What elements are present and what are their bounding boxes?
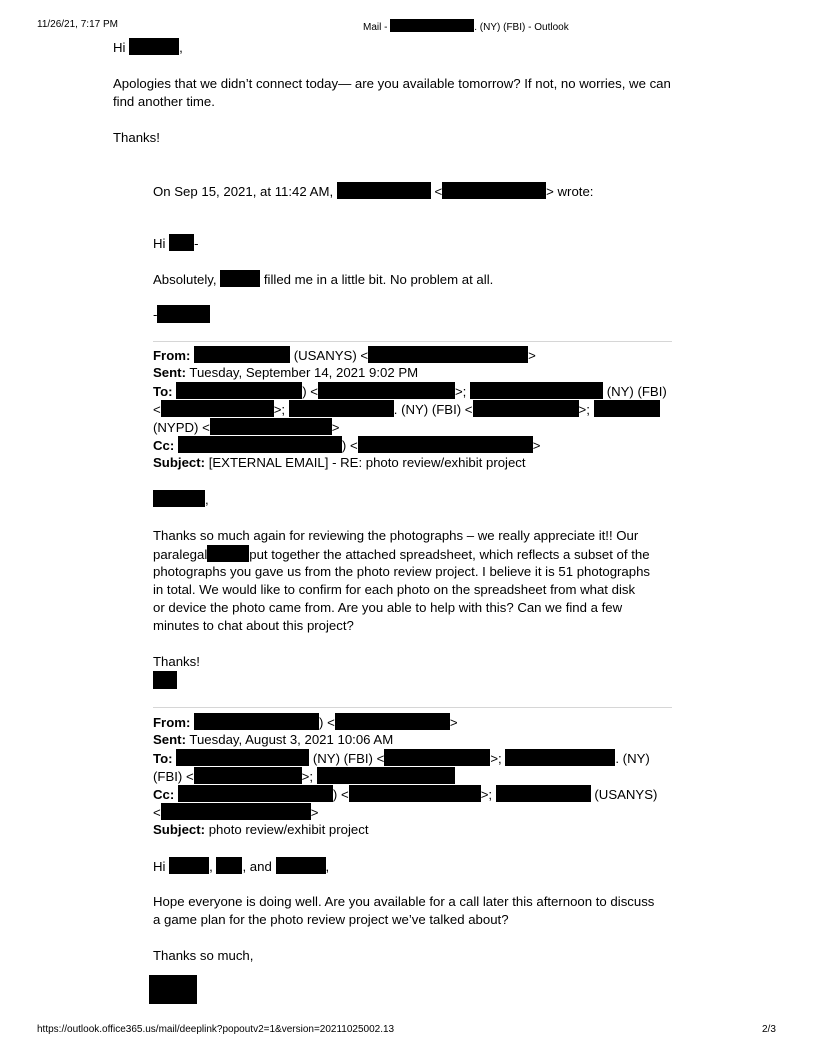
redaction (216, 857, 242, 874)
print-datetime: 11/26/21, 7:17 PM (37, 19, 118, 30)
cc-part: > (310, 805, 319, 820)
redaction (178, 436, 342, 453)
print-url: https://outlook.office365.us/mail/deeplink?popoutv2=1&version=20211025002.13 (37, 1024, 395, 1035)
to-label: To: (153, 384, 173, 399)
redaction (161, 803, 311, 820)
redaction (337, 182, 431, 199)
title-suffix: . (NY) (FBI) - Outlook (474, 22, 569, 33)
to-part: > (331, 420, 340, 435)
cc-part: < (153, 805, 161, 820)
redaction (169, 234, 194, 251)
cc-part: ) < (341, 438, 358, 453)
to-part: (NY) (FBI) < (312, 751, 385, 766)
intro-prefix: On Sep 15, 2021, at 11:42 AM, (153, 184, 334, 199)
from-part: ) < (319, 715, 335, 730)
line-suffix: filled me in a little bit. No problem at all. (263, 272, 494, 287)
sent-value: Tuesday, August 3, 2021 10:06 AM (189, 732, 394, 747)
hi-word: Hi (153, 859, 166, 874)
from-label: From: (153, 348, 191, 363)
redaction (176, 382, 302, 399)
reply-greeting (113, 38, 183, 57)
msg2-from (153, 713, 458, 732)
redaction (335, 713, 450, 730)
redaction (473, 400, 579, 417)
msg1-to-line-2 (153, 400, 660, 419)
page-number: 2/3 (762, 1024, 776, 1035)
subject-value: [EXTERNAL EMAIL] - RE: photo review/exhibit project (208, 455, 526, 470)
redaction (289, 400, 394, 417)
to-label: To: (153, 751, 173, 766)
from-part: > (449, 715, 458, 730)
from-mid: (USANYS) < (293, 348, 369, 363)
intro-suffix: > wrote: (546, 184, 594, 199)
msg1-cc (153, 436, 540, 455)
msg1-salutation (153, 490, 209, 509)
subject-value: photo review/exhibit project (208, 822, 369, 837)
sep: , (209, 859, 213, 874)
msg2-cc-line-2 (153, 803, 318, 822)
print-title (363, 19, 569, 34)
msg1-from (153, 346, 536, 365)
quote-dash: - (153, 307, 158, 322)
msg2-to-line-1 (153, 749, 650, 768)
redaction (157, 305, 210, 323)
msg1-body-line-2 (153, 545, 650, 564)
subject-label: Subject: (153, 822, 206, 837)
sep: , (325, 859, 330, 874)
msg1-to-line-3 (153, 418, 340, 437)
redaction (318, 382, 455, 399)
from-end: > (528, 348, 536, 363)
redaction (169, 857, 209, 874)
redaction (149, 975, 197, 1004)
title-prefix: Mail - (363, 22, 388, 33)
line-prefix: Absolutely, (153, 272, 217, 287)
redaction (129, 38, 179, 55)
greeting-dash: - (194, 236, 199, 251)
redaction (161, 400, 274, 417)
sep: , and (242, 859, 272, 874)
redaction (390, 19, 474, 32)
greeting-comma: , (179, 40, 183, 55)
salutation-comma: , (205, 492, 209, 507)
reply-body-line-2: find another time. (113, 94, 215, 109)
redaction (505, 749, 615, 766)
redaction (496, 785, 591, 802)
sent-label: Sent: (153, 365, 186, 380)
msg2-salutation (153, 857, 329, 876)
msg2-to-line-2 (153, 767, 455, 786)
redaction (153, 490, 205, 507)
msg2-thanks: Thanks so much, (153, 948, 254, 963)
redaction (317, 767, 455, 784)
reply-body-line-1: Apologies that we didn’t connect today— are you available tomorrow? If not, no worries, we can (113, 76, 671, 91)
message-separator (153, 341, 672, 342)
cc-label: Cc: (153, 787, 175, 802)
msg1-thanks: Thanks! (153, 654, 200, 669)
quote-greeting (153, 234, 199, 253)
quote-intro (153, 182, 593, 201)
reply-signoff: Thanks! (113, 130, 160, 145)
to-part: . (NY) (615, 751, 650, 766)
msg1-sent (153, 364, 418, 382)
sent-value: Tuesday, September 14, 2021 9:02 PM (189, 365, 419, 380)
message-separator (153, 707, 672, 708)
redaction (153, 671, 177, 689)
greeting-word: Hi (153, 236, 166, 251)
redaction (442, 182, 546, 199)
to-part: (NYPD) < (153, 420, 210, 435)
redaction (194, 713, 319, 730)
redaction (470, 382, 603, 399)
msg2-body-line-1: Hope everyone is doing well. Are you available for a call later this afternoon to discuss (153, 894, 655, 909)
msg1-body-line-5: or device the photo came from. Are you able to help with this? Can we find a few (153, 600, 623, 615)
redaction (276, 857, 326, 874)
redaction (178, 785, 333, 802)
redaction (368, 346, 528, 363)
msg2-body-line-2: a game plan for the photo review project we’ve talked about? (153, 912, 509, 927)
msg1-body-line-1: Thanks so much again for reviewing the photographs – we really appreciate it!! Our (153, 528, 639, 543)
msg1-to-line-1 (153, 382, 667, 401)
redaction (210, 418, 332, 435)
msg2-cc-line-1 (153, 785, 657, 804)
msg2-subject (153, 821, 369, 839)
subject-label: Subject: (153, 455, 206, 470)
redaction (194, 346, 290, 363)
redaction (349, 785, 481, 802)
redaction (358, 436, 533, 453)
redaction (220, 270, 260, 287)
msg1-body-line-6: minutes to chat about this project? (153, 618, 354, 633)
to-part: . (NY) (FBI) < (393, 402, 473, 417)
to-part: (NY) (FBI) (606, 384, 667, 399)
cc-label: Cc: (153, 438, 175, 453)
msg1-subject (153, 454, 526, 472)
to-part: >; (578, 402, 590, 417)
from-label: From: (153, 715, 191, 730)
redaction (594, 400, 660, 417)
to-part: >; (454, 384, 467, 399)
to-part: >; (273, 402, 286, 417)
greeting-word: Hi (113, 40, 126, 55)
sent-label: Sent: (153, 732, 186, 747)
to-part: (FBI) < (153, 769, 194, 784)
cc-part: ) < (332, 787, 349, 802)
body-part: put together the attached spreadsheet, which reflects a subset of the (249, 547, 650, 562)
msg2-sent (153, 731, 393, 749)
cc-part: (USANYS) (594, 787, 658, 802)
redaction (194, 767, 302, 784)
cc-part: > (532, 438, 541, 453)
msg1-body-line-3: photographs you gave us from the photo review project. I believe it is 51 photographs (153, 564, 651, 579)
redaction (207, 545, 249, 562)
to-part: ) < (302, 384, 318, 399)
quote-line (153, 270, 493, 289)
to-part: >; (490, 751, 502, 766)
intro-lt: < (434, 184, 443, 199)
to-part: < (153, 402, 161, 417)
redaction (176, 749, 309, 766)
redaction (384, 749, 490, 766)
body-part: paralegal (153, 547, 208, 562)
cc-part: >; (480, 787, 493, 802)
to-part: >; (301, 769, 314, 784)
msg1-body-line-4: in total. We would like to confirm for each photo on the spreadsheet from what disk (153, 582, 636, 597)
